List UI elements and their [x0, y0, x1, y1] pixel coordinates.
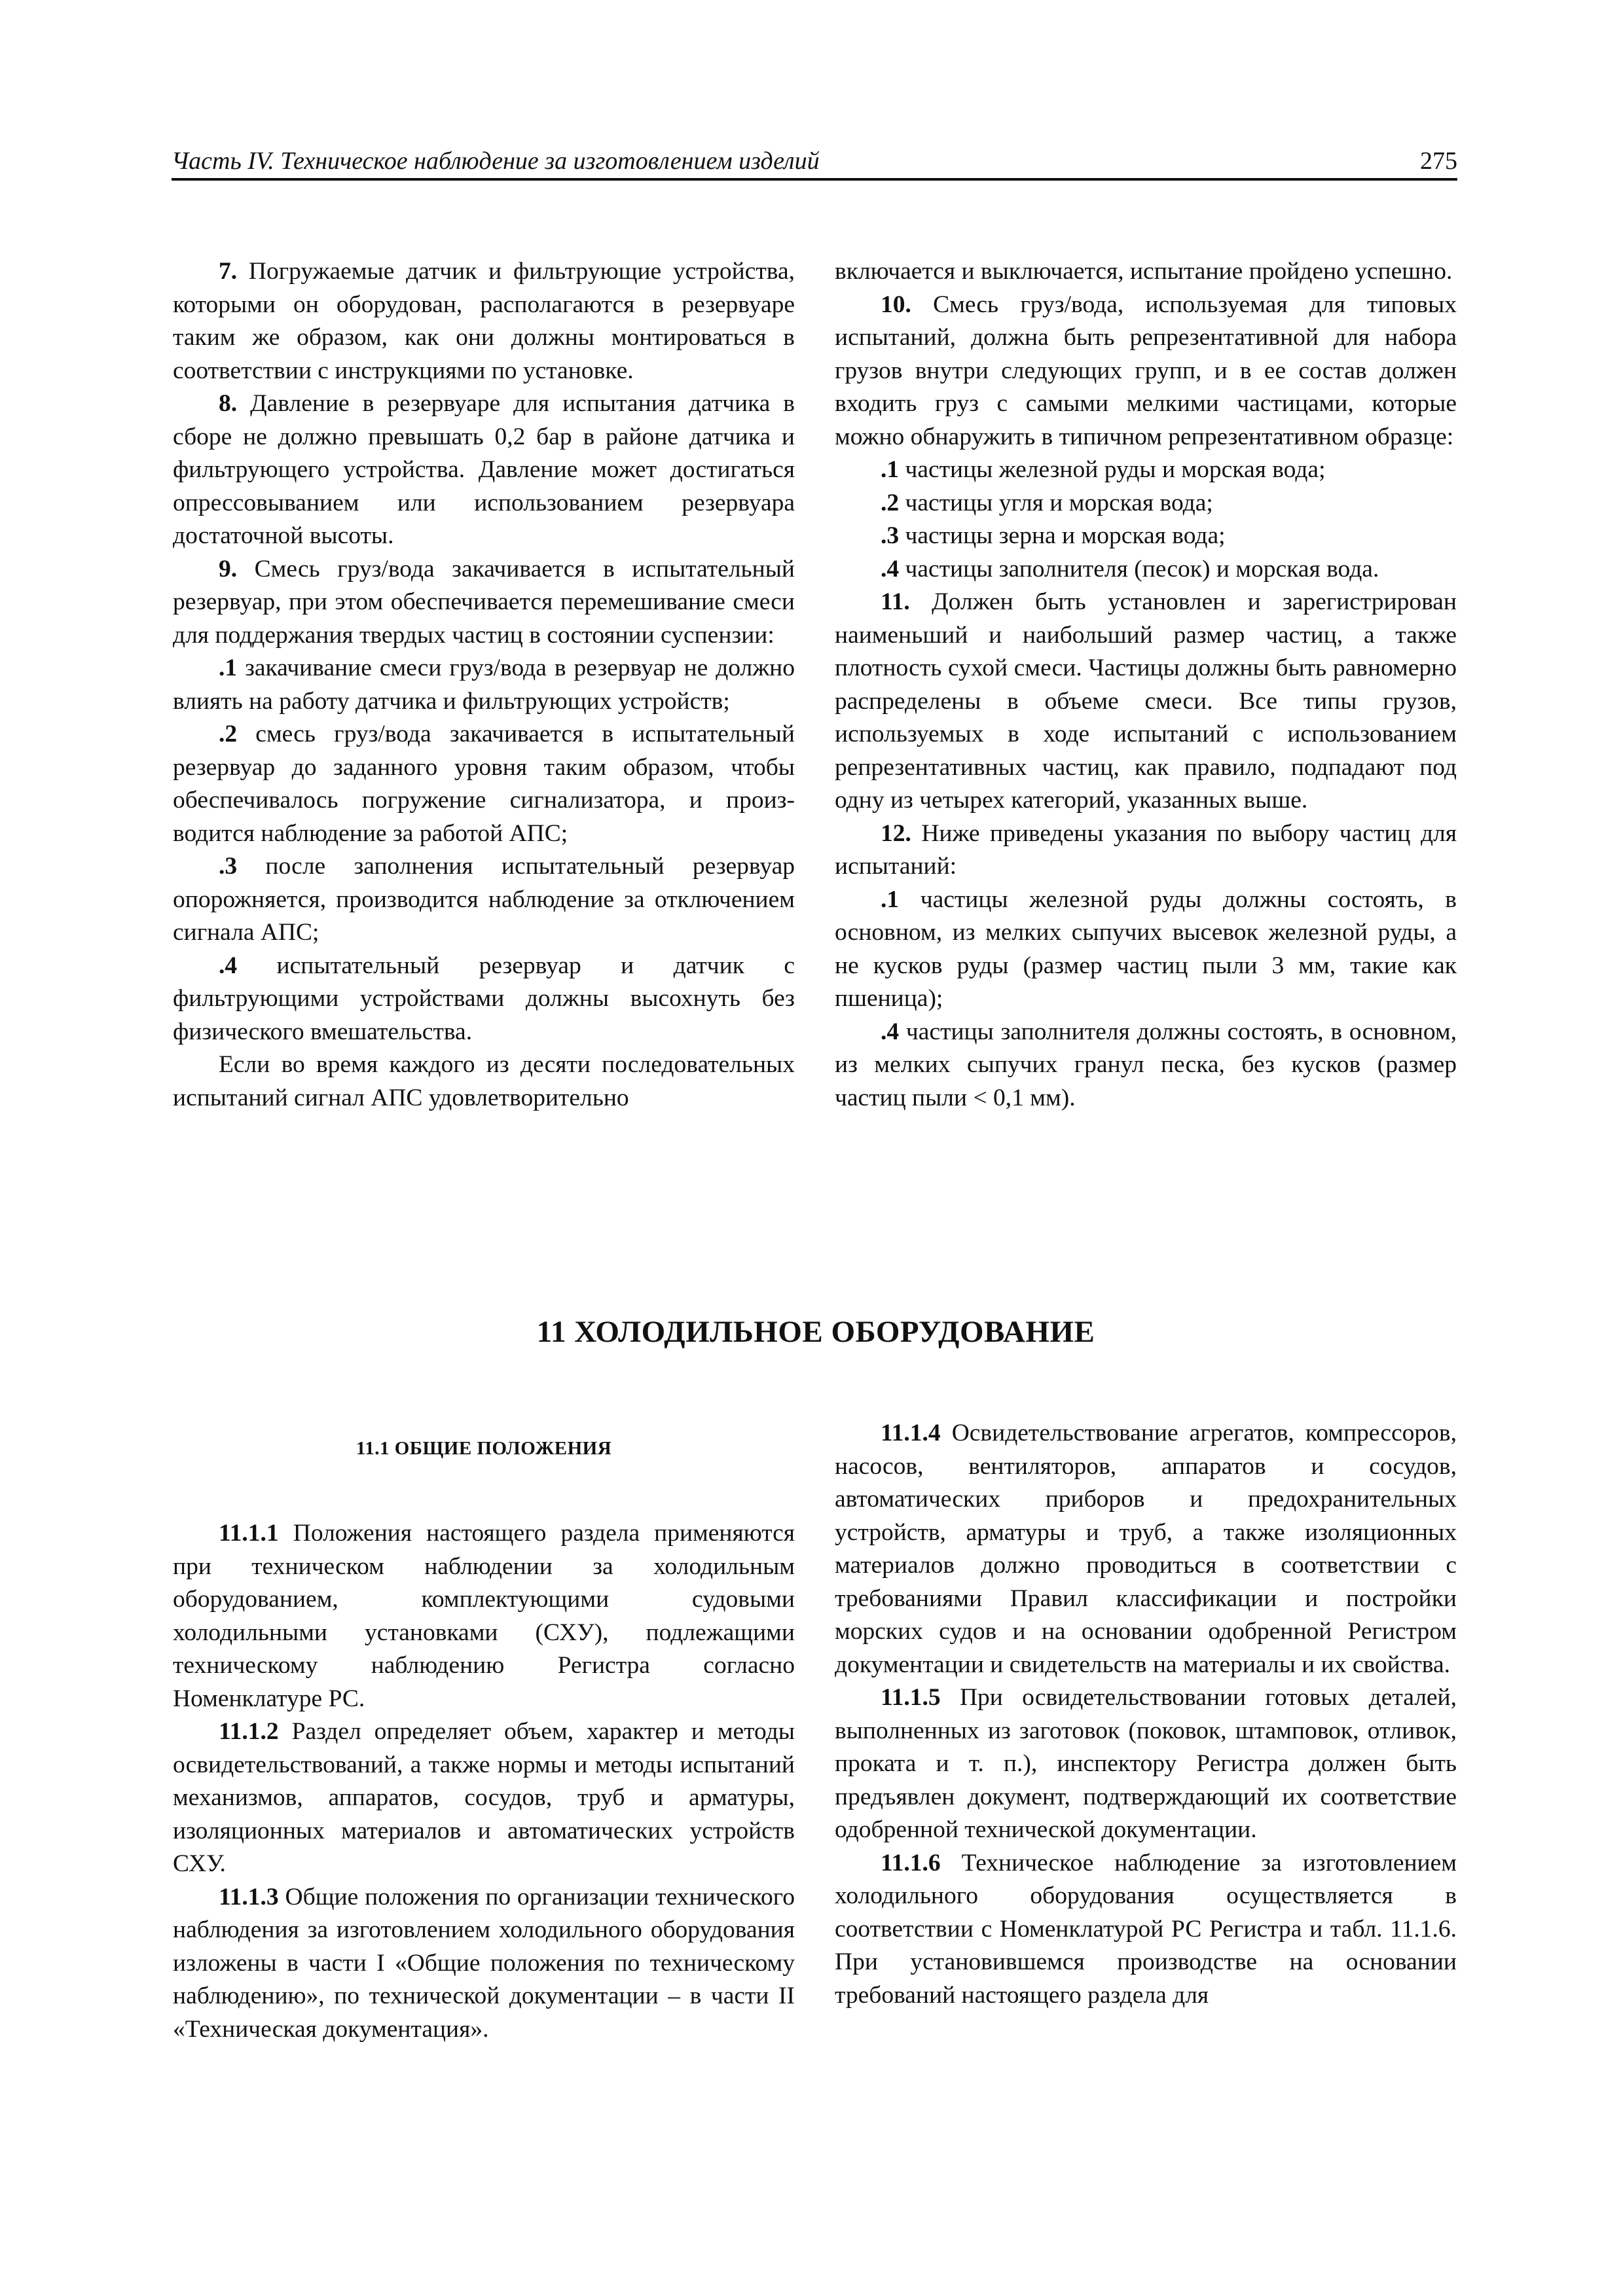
- paragraph: [835, 487, 1457, 520]
- paragraph: [173, 387, 795, 553]
- paragraph-text: Освидетельствование агрегатов, компрессоров, насосов, вентиляторов, аппаратов и сосудов, автоматических приборов и предохранительных устройств, арматуры и труб, а также изоляционных материалов должно проводиться в соответствии с требованиями Правил классификации и постройки морских судов и на основании одобренной Регистром документации и свидетельств на материалы и их свойства.: [835, 1420, 1457, 1678]
- paragraph-number: 11.: [881, 588, 910, 615]
- paragraph-text: после заполнения испытательный резервуар опорожняется, производится наблюдение за отключением сигнала АПС;: [173, 853, 795, 946]
- paragraph-number: 10.: [881, 291, 911, 318]
- paragraph-number: .4: [219, 952, 238, 979]
- top-left-column: [173, 255, 795, 1115]
- paragraph: [835, 454, 1457, 487]
- paragraph-number: 9.: [219, 555, 238, 583]
- top-right-column: [835, 255, 1457, 1115]
- paragraph-text: закачивание смеси груз/вода в резервуар не должно влиять на работу датчика и фильтрующих устройств;: [173, 655, 795, 715]
- header-title: Часть IV. Техническое наблюдение за изготовлением изделий: [172, 147, 820, 175]
- paragraph-text: испытательный резервуар и датчик с фильтрующими устройствами должны высохнуть без физического вмешательства.: [173, 952, 795, 1045]
- paragraph: [835, 289, 1457, 454]
- paragraph-text: Раздел определяет объем, характер и методы освидетельствований, а также нормы и методы испытаний механизмов, аппаратов, сосудов, труб и арматуры, изоляционных материалов и автоматических устройств СХУ.: [173, 1718, 795, 1877]
- paragraph-text: Если во время каждого из десяти последовательных испытаний сигнал АПС удовлетворительно: [173, 1051, 795, 1111]
- paragraph: [173, 950, 795, 1049]
- paragraph-text: смесь груз/вода закачивается в испытательный резервуар до заданного уровня таким образом, чтобы обеспечивалось погружение сигнализатора, и производится наблюдение за работой АПС;: [173, 721, 795, 847]
- paragraph-text: Должен быть установлен и зарегистрирован наименьший и наибольший размер частиц, а также плотность сухой смеси. Частицы должны быть равномерно распределены в объеме смеси. Все типы грузов, используемых в ходе испытаний с использованием репрезентативных частиц, как правило, подпадают под одну из четырех категорий, указанных выше.: [835, 588, 1457, 814]
- paragraph-number: .2: [881, 489, 900, 516]
- paragraph-number: .3: [219, 853, 238, 880]
- paragraph-text: частицы заполнителя должны состоять, в основном, из мелких сыпучих гранул песка, без кусков (размер частиц пыли < 0,1 мм).: [835, 1018, 1457, 1111]
- paragraph-number: .1: [219, 655, 238, 681]
- paragraph-text: частицы зерна и морская вода;: [899, 522, 1226, 549]
- paragraph-text: частицы заполнителя (песок) и морская вода.: [899, 555, 1379, 583]
- paragraph: [835, 1417, 1457, 1681]
- paragraph: [835, 884, 1457, 1016]
- paragraph-text: Общие положения по организации технического наблюдения за изготовлением холодильного оборудования изложены в части I «Общие положения по техническому наблюдению», по технической документации – в части II «Техническая документация».: [173, 1883, 795, 2043]
- paragraph: [173, 1517, 795, 1715]
- paragraph: [173, 255, 795, 387]
- paragraph-text: Ниже приведены указания по выбору частиц для испытаний:: [835, 819, 1457, 880]
- paragraph-number: .1: [881, 886, 900, 913]
- paragraph-text: Давление в резервуаре для испытания датчика в сборе не должно превышать 0,2 бар в районе датчика и фильтрующего устройства. Давление может достигаться опрессовыванием или использованием резервуара достаточной высоты.: [173, 390, 795, 549]
- running-header: [172, 145, 1457, 181]
- paragraph-number: .2: [219, 721, 238, 747]
- paragraph-text: частицы железной руды и морская вода;: [899, 456, 1326, 483]
- paragraph: [173, 652, 795, 718]
- bottom-left-column: [173, 1517, 795, 2046]
- paragraph-number: 11.1.1: [219, 1520, 279, 1547]
- paragraph-text: включается и выключается, испытание пройдено успешно.: [835, 258, 1453, 285]
- paragraph-number: 7.: [219, 258, 238, 285]
- paragraph-number: 11.1.6: [881, 1849, 941, 1876]
- paragraph: [835, 1016, 1457, 1115]
- paragraph: [835, 817, 1457, 884]
- paragraph-text: Техническое наблюдение за изготовлением холодильного оборудования осуществляется в соответствии с Номенклатурой РС Регистра и табл. 11.1.6. При установившемся производстве на основании требований настоящего раздела для: [835, 1849, 1457, 2009]
- paragraph-number: 8.: [219, 390, 238, 417]
- bottom-right-column: [835, 1417, 1457, 2012]
- chapter-title: 11 ХОЛОДИЛЬНОЕ ОБОРУДОВАНИЕ: [536, 1315, 1095, 1349]
- paragraph-text: Смесь груз/вода, используемая для типовых испытаний, должна быть репрезентативной для набора грузов внутри следующих групп, и в ее состав должен входить груз с самыми мелкими частицами, которые можно обнаружить в типичном репрезентативном образце:: [835, 291, 1457, 450]
- paragraph-text: частицы железной руды должны состоять, в основном, из мелких сыпучих высевок железной руды, а не кусков руды (размер частиц пыли 3 мм, такие как пшеница);: [835, 886, 1457, 1012]
- section-title: 11.1 ОБЩИЕ ПОЛОЖЕНИЯ: [356, 1438, 612, 1459]
- paragraph: [835, 520, 1457, 553]
- paragraph-text: При освидетельствовании готовых деталей, выполненных из заготовок (поковок, штамповок, отливок, проката и т. п.), инспектору Регистра должен быть предъявлен документ, подтверждающий их соответствие одобренной технической документации.: [835, 1684, 1457, 1843]
- paragraph: [173, 850, 795, 950]
- paragraph-text: Смесь груз/вода закачивается в испытательный резервуар, при этом обеспечивается перемешивание смеси для поддержания твердых частиц в состоянии суспензии:: [173, 555, 795, 649]
- page-number: 275: [1420, 147, 1457, 175]
- paragraph-number: .4: [881, 1018, 900, 1045]
- paragraph-number: 11.1.5: [881, 1684, 941, 1711]
- paragraph: [173, 553, 795, 653]
- paragraph: [835, 586, 1457, 817]
- paragraph-number: 11.1.4: [881, 1420, 941, 1446]
- paragraph: [173, 1715, 795, 1881]
- paragraph-number: 12.: [881, 819, 911, 847]
- paragraph: [835, 553, 1457, 586]
- paragraph: [835, 1681, 1457, 1847]
- paragraph-text: Положения настоящего раздела применяются при техническом наблюдении за холодильным оборудованием, комплектующими судовыми холодильными установками (СХУ), подлежащими техническому наблюдению Регистра согласно Номенклатуре РС.: [173, 1520, 795, 1712]
- paragraph-text: Погружаемые датчик и фильтрующие устройства, которыми он оборудован, располагаются в резервуаре таким же образом, как они должны монтироваться в соответствии с инструкциями по установке.: [173, 258, 795, 384]
- paragraph-number: 11.1.3: [219, 1883, 279, 1910]
- paragraph-text: частицы угля и морская вода;: [899, 489, 1213, 516]
- paragraph-number: 11.1.2: [219, 1718, 279, 1745]
- paragraph: [835, 1847, 1457, 2013]
- paragraph-number: .3: [881, 522, 900, 549]
- paragraph: [173, 1881, 795, 2047]
- paragraph: [173, 718, 795, 850]
- paragraph: [835, 255, 1457, 289]
- paragraph: [173, 1049, 795, 1115]
- paragraph-number: .1: [881, 456, 900, 483]
- paragraph-number: .4: [881, 555, 900, 583]
